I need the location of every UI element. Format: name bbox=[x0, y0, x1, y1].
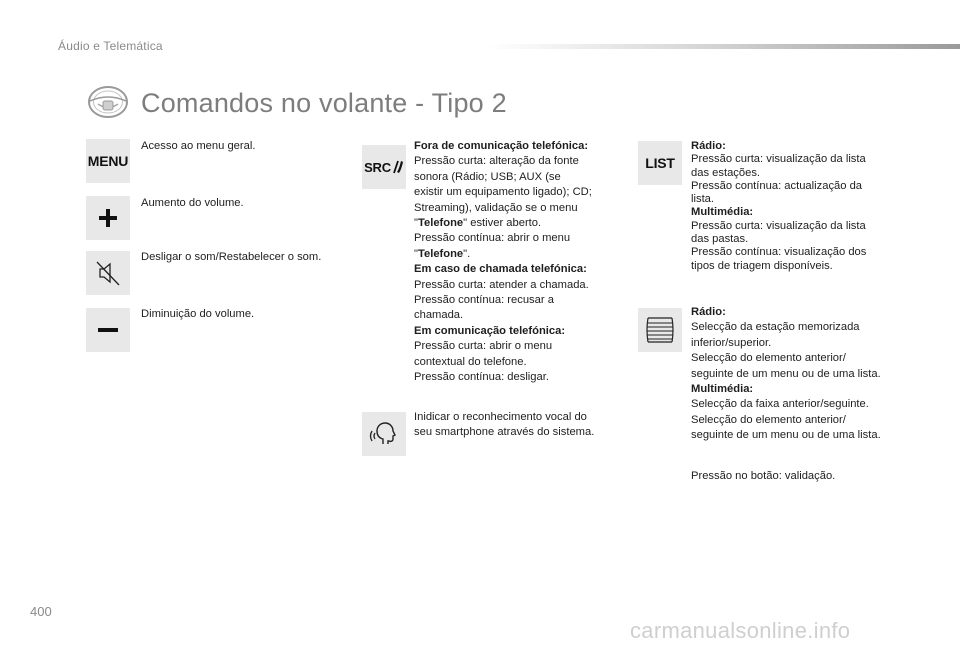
src-text-line: chamada. bbox=[414, 309, 464, 322]
src-text-line: "Telefone". bbox=[414, 247, 471, 260]
page-title: Comandos no volante - Tipo 2 bbox=[141, 88, 507, 118]
src-text-line: existir um equipamento ligado); CD; bbox=[414, 186, 592, 199]
volume-down-description: Diminuição do volume. bbox=[141, 308, 255, 320]
src-description bbox=[414, 139, 624, 386]
mute-button[interactable] bbox=[86, 251, 130, 295]
steering-wheel-icon bbox=[86, 84, 130, 120]
src-text-line: Pressão curta: alteração da fonte bbox=[414, 155, 579, 168]
list-heading-radio: Rádio: bbox=[691, 140, 726, 152]
list-description bbox=[691, 140, 901, 273]
menu-button[interactable] bbox=[86, 139, 130, 183]
list-button-label: LIST bbox=[645, 155, 675, 171]
speaker-mute-icon bbox=[93, 258, 123, 288]
wheel-text-line: Selecção da estação memorizada bbox=[691, 321, 860, 334]
src-text-line: sonora (Rádio; USB; AUX (se bbox=[414, 170, 561, 183]
src-button-label: SRC bbox=[364, 159, 391, 175]
src-text-line: contextual do telefone. bbox=[414, 355, 527, 368]
list-text-line: Pressão contínua: actualização da bbox=[691, 179, 863, 192]
wheel-text-line: seguinte de um menu ou de uma lista. bbox=[691, 367, 881, 380]
scroll-wheel-description bbox=[691, 305, 906, 444]
wheel-text-line: inferior/superior. bbox=[691, 336, 772, 349]
mute-description: Desligar o som/Restabelecer o som. bbox=[141, 251, 322, 263]
plus-icon bbox=[97, 207, 119, 229]
volume-up-button[interactable] bbox=[86, 196, 130, 240]
src-heading-in-call: Em comunicação telefónica: bbox=[414, 324, 566, 337]
header-gradient-bar bbox=[488, 44, 960, 49]
list-heading-multimedia: Multimédia: bbox=[691, 206, 754, 219]
src-heading-incoming-call: Em caso de chamada telefónica: bbox=[414, 263, 587, 276]
src-text-line: "Telefone" estiver aberto. bbox=[414, 217, 542, 230]
wheel-text-line: Selecção do elemento anterior/ bbox=[691, 413, 846, 426]
src-phone-button[interactable] bbox=[362, 145, 406, 189]
page-number: 400 bbox=[30, 604, 52, 619]
src-text-line: Pressão contínua: recusar a bbox=[414, 294, 554, 307]
list-button[interactable] bbox=[638, 141, 682, 185]
watermark: carmanualsonline.info bbox=[630, 618, 851, 643]
list-text-line: Pressão curta: visualização da lista bbox=[691, 153, 866, 166]
list-text-line: lista. bbox=[691, 193, 715, 206]
src-text-line: Pressão curta: atender a chamada. bbox=[414, 278, 589, 291]
wheel-text-line: Selecção do elemento anterior/ bbox=[691, 352, 846, 365]
list-text-line: Pressão curta: visualização da lista bbox=[691, 219, 866, 232]
scroll-wheel-icon bbox=[644, 315, 676, 345]
minus-icon bbox=[96, 318, 120, 342]
voice-text-line: seu smartphone através do sistema. bbox=[414, 426, 595, 439]
src-text-line: Pressão contínua: desligar. bbox=[414, 371, 549, 384]
list-text-line: das pastas. bbox=[691, 233, 749, 246]
voice-text-line: Inidicar o reconhecimento vocal do bbox=[414, 411, 587, 423]
src-text-line: Pressão curta: abrir o menu bbox=[414, 340, 553, 353]
voice-command-icon bbox=[369, 419, 399, 449]
src-text-line: Pressão contínua: abrir o menu bbox=[414, 232, 571, 245]
list-text-line: tipos de triagem disponíveis. bbox=[691, 259, 833, 272]
menu-button-label: MENU bbox=[87, 153, 129, 169]
voice-command-description bbox=[414, 410, 624, 441]
voice-command-button[interactable] bbox=[362, 412, 406, 456]
volume-up-description: Aumento do volume. bbox=[141, 197, 244, 209]
menu-description: Acesso ao menu geral. bbox=[141, 140, 256, 152]
scroll-wheel-button[interactable] bbox=[638, 308, 682, 352]
list-text-line: Pressão contínua: visualização dos bbox=[691, 246, 867, 259]
section-header: Áudio e Telemática bbox=[58, 39, 163, 53]
wheel-press-description: Pressão no botão: validação. bbox=[691, 470, 836, 482]
wheel-heading-radio: Rádio: bbox=[691, 306, 726, 318]
wheel-text-line: seguinte de um menu ou de uma lista. bbox=[691, 429, 881, 442]
src-heading-outside-call: Fora de comunicação telefónica: bbox=[414, 140, 589, 152]
wheel-heading-multimedia: Multimédia: bbox=[691, 383, 754, 396]
wheel-text-line: Selecção da faixa anterior/seguinte. bbox=[691, 398, 869, 411]
list-text-line: das estações. bbox=[691, 166, 761, 179]
volume-down-button[interactable] bbox=[86, 308, 130, 352]
phone-slash-icon bbox=[392, 159, 404, 175]
src-text-line: Streaming), validação se o menu bbox=[414, 201, 578, 214]
